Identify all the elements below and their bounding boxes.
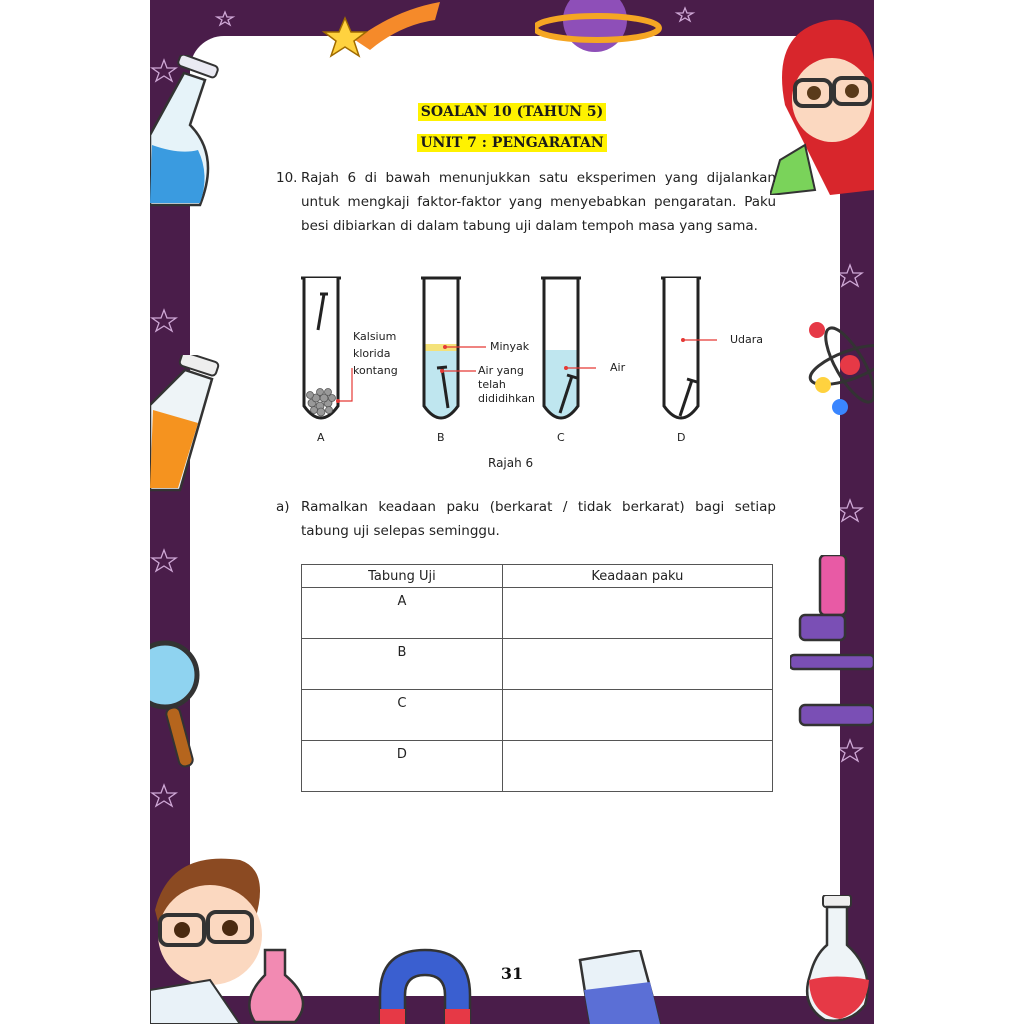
tube-label-a: A [317, 431, 325, 444]
label-water: Air [610, 361, 626, 374]
unit-title: UNIT 7 : PENGARATAN [150, 135, 874, 151]
worksheet-title: SOALAN 10 (TAHUN 5) [150, 104, 874, 120]
answer-cell[interactable] [502, 588, 772, 639]
magnifier-icon [150, 635, 210, 775]
shooting-star-icon [315, 0, 445, 60]
tube-cell: D [302, 741, 503, 792]
tube-cell: C [302, 690, 503, 741]
tube-d [661, 278, 717, 418]
scientist-girl-icon [770, 10, 874, 195]
beaker-icon [560, 950, 670, 1024]
label-air: Udara [730, 333, 764, 346]
planet-icon [535, 0, 665, 60]
answer-cell[interactable] [502, 639, 772, 690]
test-tube-orange-icon [150, 355, 220, 495]
tube-a [301, 278, 352, 418]
part-a-line: tabung uji selepas seminggu. [301, 523, 500, 539]
tube-label-d: D [677, 431, 686, 444]
tube-c [541, 278, 596, 418]
diagram-caption: Rajah 6 [488, 456, 534, 470]
scientist-boy-icon [150, 850, 320, 1024]
question-line: Rajah 6 di bawah menunjukkan satu eksperimen yang dijalankan [301, 170, 776, 186]
table-row [302, 639, 773, 690]
answer-cell[interactable] [502, 690, 772, 741]
label-calcium-chloride: Kalsium klorida kontang [353, 330, 398, 377]
page-number: 31 [500, 964, 524, 983]
table-row [302, 741, 773, 792]
round-flask-icon [805, 895, 874, 1024]
part-a-label: a) [276, 499, 290, 515]
atom-icon [805, 315, 874, 420]
label-boiled-water: Air yang telah dididihkan [478, 364, 535, 405]
question-text [301, 166, 776, 238]
question-line: besi dibiarkan di dalam tabung uji dalam tempoh masa yang sama. [301, 218, 758, 234]
tube-cell: A [302, 588, 503, 639]
test-tube-diagram [290, 268, 810, 478]
worksheet-page [150, 0, 874, 1024]
part-a-text [301, 495, 776, 543]
table-row [302, 690, 773, 741]
microscope-icon [790, 555, 874, 730]
answer-table [301, 564, 773, 792]
answer-cell[interactable] [502, 741, 772, 792]
column-header-condition: Keadaan paku [502, 565, 772, 588]
tube-label-b: B [437, 431, 445, 444]
magnet-icon [365, 945, 475, 1024]
column-header-tube: Tabung Uji [302, 565, 503, 588]
label-oil: Minyak [490, 340, 530, 353]
tube-b [421, 278, 486, 418]
part-a-line: Ramalkan keadaan paku (berkarat / tidak berkarat) bagi setiap [301, 499, 776, 515]
tube-cell: B [302, 639, 503, 690]
table-header-row [302, 565, 773, 588]
question-number: 10. [276, 170, 298, 186]
question-line: untuk mengkaji faktor-faktor yang menyebabkan pengaratan. Paku [301, 194, 776, 210]
table-row [302, 588, 773, 639]
tube-label-c: C [557, 431, 565, 444]
